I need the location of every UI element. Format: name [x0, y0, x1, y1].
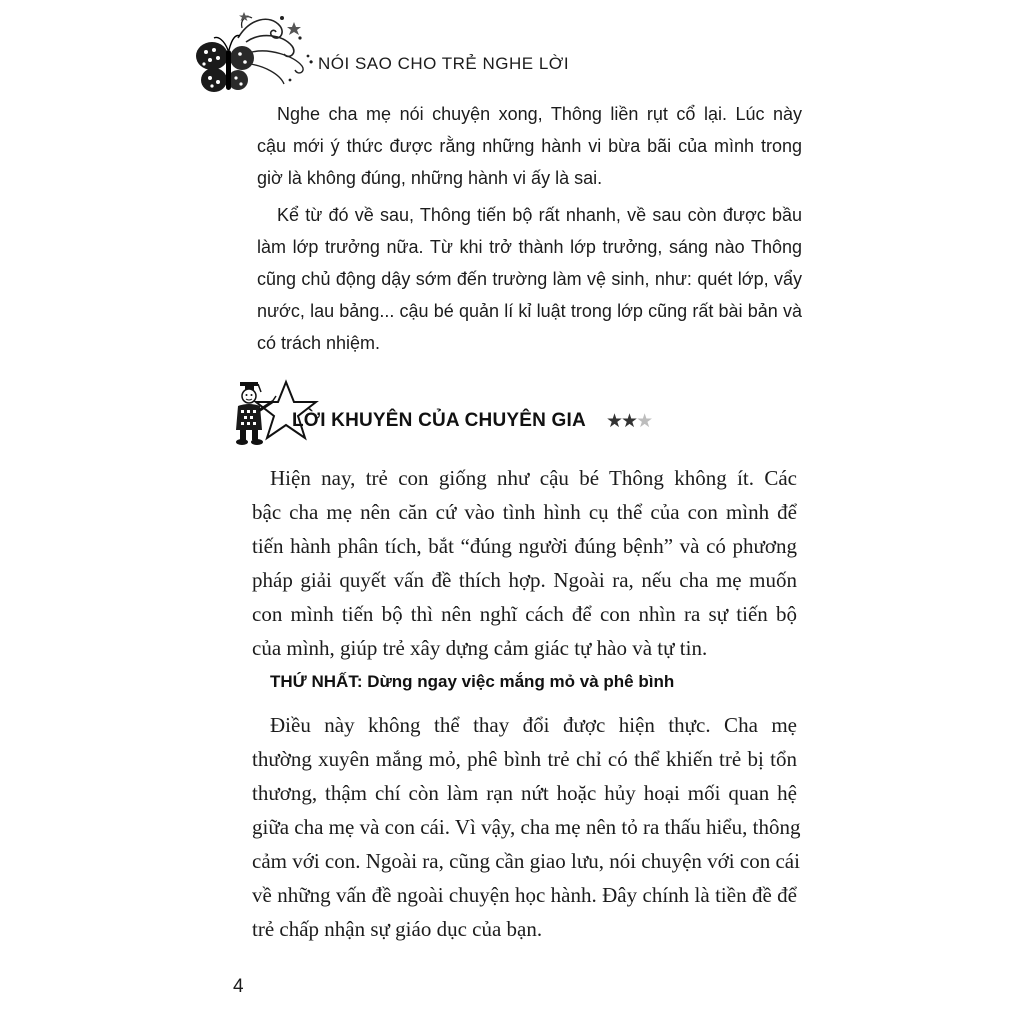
subheading-first: THỨ NHẤT: Dừng ngay việc mắng mỏ và phê bình [270, 672, 675, 691]
advice-p1-line-2: bậc cha mẹ nên căn cứ vào tình hình cụ thể của con mình để [252, 500, 797, 524]
star-filled-icon: ★ [606, 411, 622, 432]
intro-p2-line-5: có trách nhiệm. [257, 333, 381, 353]
advice-p2-line-6: về những vấn đề ngoài chuyện học hành. Đây chính là tiền đề để [252, 883, 797, 907]
intro-p2-line-2: làm lớp trưởng nữa. Từ khi trở thành lớp trưởng, sáng nào Thông [257, 237, 802, 257]
advice-p2-line-4: giữa cha mẹ và con cái. Vì vậy, cha mẹ nên tỏ ra thấu hiểu, thông [252, 815, 801, 839]
intro-p2-line-3: cũng chủ động dậy sớm đến trường làm vệ sinh, như: quét lớp, vẩy [257, 269, 802, 289]
difficulty-rating [606, 410, 651, 433]
intro-p1-line-3: giờ là không đúng, những hành vi ấy là sai. [257, 168, 603, 188]
advice-paragraph-1 [252, 461, 797, 665]
butterfly-swirl-ornament-icon [190, 8, 320, 100]
page-number: 4 [233, 976, 244, 997]
advice-p2-line-1: Điều này không thể thay đổi được hiện thực. Cha mẹ [270, 713, 797, 737]
advice-p2-line-5: cảm với con. Ngoài ra, cũng cần giao lưu, nói chuyện với con cái [252, 849, 800, 873]
advice-paragraph-2 [252, 708, 801, 946]
advice-p1-line-1: Hiện nay, trẻ con giống như cậu bé Thông không ít. Các [270, 466, 797, 490]
advice-p2-line-3: thương, thậm chí còn làm rạn nứt hoặc hủy hoại mối quan hệ [252, 781, 797, 805]
intro-p1-line-2: cậu mới ý thức được rằng những hành vi bừa bãi của mình trong [257, 136, 802, 156]
advice-p1-line-3: tiến hành phân tích, bắt “đúng người đúng bệnh” và có phương [252, 534, 797, 558]
advice-p1-line-6: của mình, giúp trẻ xây dựng cảm giác tự hào và tự tin. [252, 636, 708, 660]
intro-p2-line-1: Kể từ đó về sau, Thông tiến bộ rất nhanh, về sau còn được bầu [277, 205, 802, 225]
intro-paragraph-2 [257, 199, 802, 359]
running-head-title: NÓI SAO CHO TRẺ NGHE LỜI [318, 54, 570, 73]
intro-p2-line-4: nước, lau bảng... cậu bé quản lí kỉ luật trong lớp cũng rất bài bản và [257, 301, 802, 321]
advice-p1-line-5: con mình tiến bộ thì nên nghĩ cách để con nhìn ra sự tiến bộ [252, 602, 797, 626]
section-title: LỜI KHUYÊN CỦA CHUYÊN GIA [292, 410, 586, 431]
running-head [309, 54, 570, 74]
advice-p2-line-2: thường xuyên mắng mỏ, phê bình trẻ chỉ có thể khiến trẻ bị tổn [252, 747, 797, 771]
intro-p1-line-1: Nghe cha mẹ nói chuyện xong, Thông liền rụt cổ lại. Lúc này [277, 104, 802, 124]
advice-p1-line-4: pháp giải quyết vấn đề thích hợp. Ngoài ra, nếu cha mẹ muốn [252, 568, 797, 592]
star-empty-icon: ★ [636, 411, 652, 432]
star-filled-icon: ★ [621, 411, 637, 432]
advice-p2-line-7: trẻ chấp nhận sự giáo dục của bạn. [252, 917, 543, 941]
intro-paragraph-1 [257, 98, 802, 194]
running-head-bullet: • [309, 55, 314, 69]
